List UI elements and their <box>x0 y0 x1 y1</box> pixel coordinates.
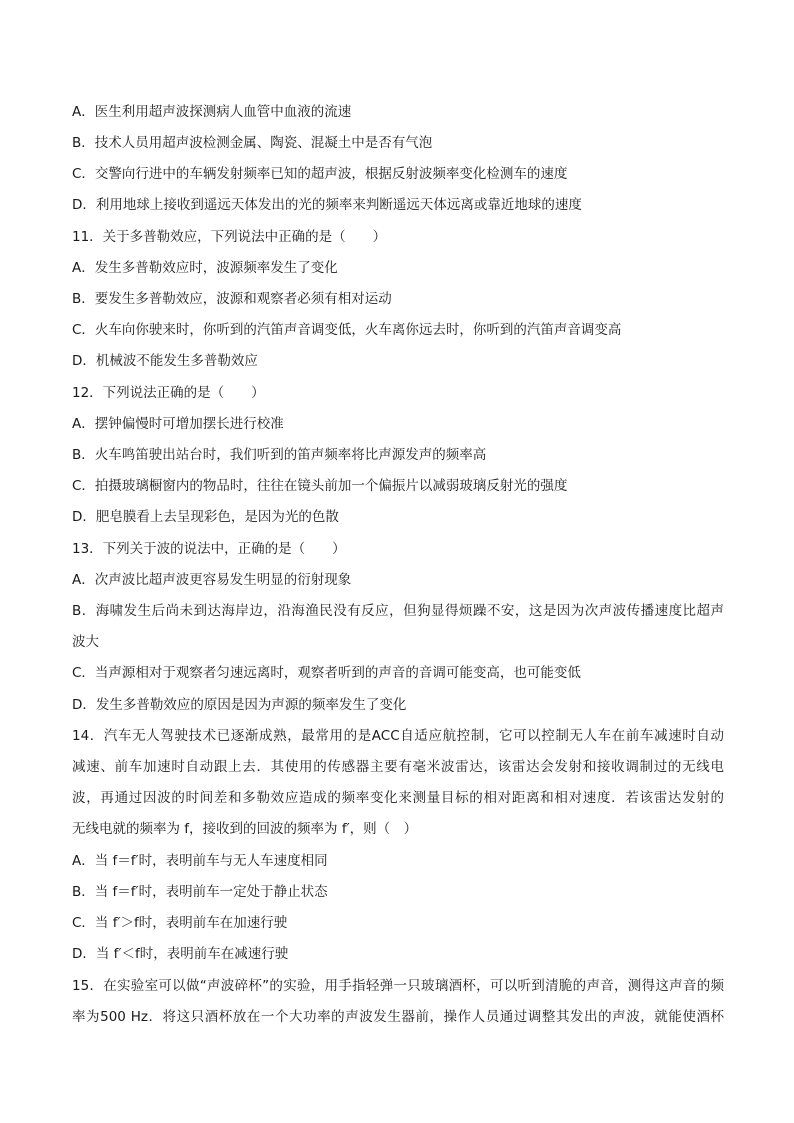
q13-option-b-line2: 波大 <box>72 634 99 650</box>
q13-option-a: A．次声波比超声波更容易发生明显的衍射现象 <box>72 572 352 588</box>
q11-option-c: C．火车向你驶来时，你听到的汽笛声音调变低，火车离你远去时，你听到的汽笛声音调变高 <box>72 322 622 338</box>
q11-option-b: B．要发生多普勒效应，波源和观察者必须有相对运动 <box>72 291 392 307</box>
q14-stem-line1: 14．汽车无人驾驶技术已逐渐成熟，最常用的是ACC自适应航控制，它可以控制无人车在前车减速时自动 <box>72 728 724 744</box>
q13-stem: 13．下列关于波的说法中，正确的是（ ） <box>72 541 346 557</box>
q14-option-d: D．当 f′＜f时，表明前车在减速行驶 <box>72 946 289 962</box>
q12-option-b: B．火车鸣笛驶出站台时，我们听到的笛声频率将比声源发声的频率高 <box>72 447 487 463</box>
q11-stem: 11．关于多普勒效应，下列说法中正确的是（ ） <box>72 229 387 245</box>
q13-option-d: D．发生多普勒效应的原因是因为声源的频率发生了变化 <box>72 697 407 713</box>
q12-option-a: A．摆钟偏慢时可增加摆长进行校准 <box>72 416 284 432</box>
q12-option-d: D．肥皂膜看上去呈现彩色，是因为光的色散 <box>72 509 339 525</box>
q15-stem-line2: 率为500 Hz．将这只酒杯放在一个大功率的声波发生器前，操作人员通过调整其发出的声波，就能使酒杯 <box>72 1009 724 1025</box>
q13-option-b-line1: B．海啸发生后尚未到达海岸边，沿海渔民没有反应，但狗显得烦躁不安，这是因为次声波传播速度比超声 <box>72 603 724 619</box>
q14-option-c: C．当 f′＞f时，表明前车在加速行驶 <box>72 915 288 931</box>
q12-stem: 12．下列说法正确的是（ ） <box>72 385 265 401</box>
q14-stem-line3: 波，再通过因波的时间差和多勒效应造成的频率变化来测量目标的相对距离和相对速度．若该雷达发射的 <box>72 790 724 806</box>
q15-stem-line1: 15．在实验室可以做“声波碎杯”的实验，用手指轻弹一只玻璃酒杯，可以听到清脆的声音，测得这声音的频 <box>72 978 724 994</box>
q10-option-d: D．利用地球上接收到遥远天体发出的光的频率来判断遥远天体远离或靠近地球的速度 <box>72 197 582 213</box>
q10-option-a: A．医生利用超声波探测病人血管中血液的流速 <box>72 104 352 120</box>
q14-option-b: B．当 f＝f′时，表明前车一定处于静止状态 <box>72 884 328 900</box>
q11-option-a: A．发生多普勒效应时，波源频率发生了变化 <box>72 260 338 276</box>
q14-option-a: A．当 f＝f′时，表明前车与无人车速度相同 <box>72 853 328 869</box>
q10-option-b: B．技术人员用超声波检测金属、陶瓷、混凝土中是否有气泡 <box>72 135 433 151</box>
q14-stem-line4: 无线电就的频率为 f，接收到的回波的频率为 f′，则（ ） <box>72 821 418 837</box>
q14-stem-line2: 减速、前车加速时自动跟上去．其使用的传感器主要有毫米波雷达，该雷达会发射和接收调制过的无线电 <box>72 759 724 775</box>
q11-option-d: D．机械波不能发生多普勒效应 <box>72 353 258 369</box>
q12-option-c: C．拍摄玻璃橱窗内的物品时，往往在镜头前加一个偏振片以减弱玻璃反射光的强度 <box>72 478 568 494</box>
q10-option-c: C．交警向行进中的车辆发射频率已知的超声波，根据反射波频率变化检测车的速度 <box>72 166 568 182</box>
q13-option-c: C．当声源相对于观察者匀速远离时，观察者听到的声音的音调可能变高，也可能变低 <box>72 665 581 681</box>
